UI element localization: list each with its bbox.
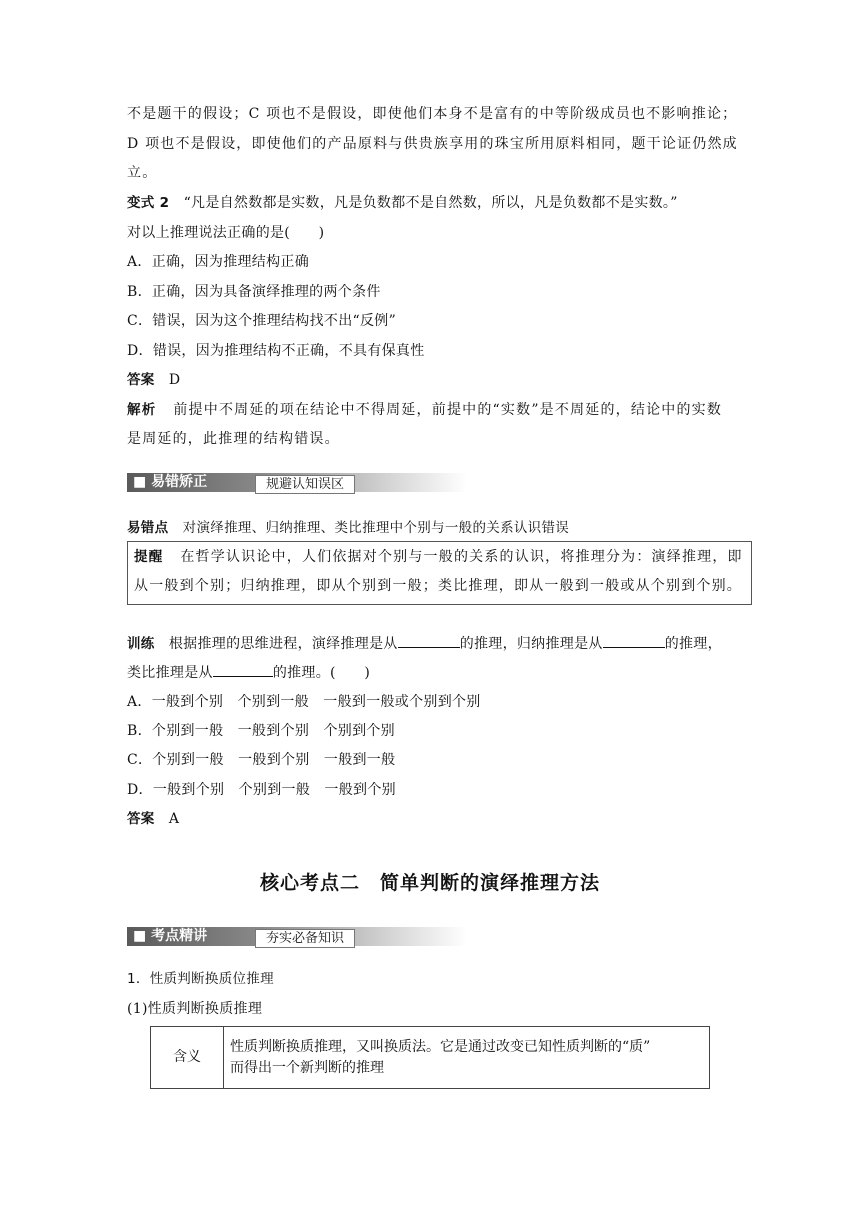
definition-head: 含义: [151, 1027, 224, 1089]
tip-label: 提醒: [134, 549, 164, 565]
intro-line-2: D 项也不是假设，即使他们的产品原料与供贵族享用的珠宝所用原料相同，题干论证仍然成: [127, 136, 738, 152]
banner-title: ■ 考点精讲: [133, 928, 208, 944]
training-answer-label: 答案: [127, 811, 155, 827]
definition-table: [150, 1026, 710, 1089]
fill-blank-2[interactable]: [603, 633, 665, 648]
banner-subtitle: 规避认知误区: [255, 475, 355, 494]
variant2-option-b: B．正确，因为具备演绎推理的两个条件: [127, 284, 381, 300]
training-answer-value: A: [168, 811, 180, 827]
table-row: [151, 1027, 710, 1089]
variant2-option-d: D．错误，因为推理结构不正确，不具有保真性: [127, 343, 425, 359]
tip-line-1: [134, 547, 743, 567]
banner-error-correction: [127, 462, 467, 494]
error-point-label: 易错点: [127, 520, 169, 536]
variant2-option-c: C．错误，因为这个推理结构找不出“反例”: [127, 313, 397, 329]
variant2-question-line-1: [127, 193, 678, 213]
intro-line-3: 立。: [127, 165, 158, 181]
banner-key-points: [127, 916, 467, 948]
answer-value: D: [168, 372, 181, 388]
error-point-text: 对演绎推理、归纳推理、类比推理中个别与一般的关系认识错误: [182, 520, 570, 536]
tip-line-2: 从一般到个别；归纳推理，即从个别到一般；类比推理，即从一般到一般或从个别到个别。: [134, 578, 742, 594]
point1-subtitle: (1)性质判断换质推理: [127, 1001, 263, 1017]
training-seg2: 的推理，归纳推理是从: [459, 636, 603, 652]
training-label: 训练: [127, 636, 155, 652]
training-option-a: A．一般到个别 个别到一般 一般到一般或个别到个别: [127, 694, 481, 710]
training-option-b: B．个别到一般 一般到个别 个别到个别: [127, 723, 395, 739]
definition-body: [224, 1027, 710, 1089]
training-answer: [127, 809, 179, 829]
definition-line-2: 而得出一个新判断的推理: [230, 1059, 384, 1076]
analysis-label: 解析: [127, 402, 157, 418]
training-seg4: 类比推理是从: [127, 665, 213, 681]
banner-subtitle: 夯实必备知识: [255, 929, 355, 948]
intro-line-1: 不是题干的假设；C 项也不是假设，即使他们本身不是富有的中等阶级成员也不影响推论；: [127, 106, 738, 122]
point1-title: [127, 969, 274, 989]
answer-label: 答案: [127, 372, 155, 388]
training-line-2: [127, 662, 370, 683]
variant2-option-a: A．正确，因为推理结构正确: [127, 254, 310, 270]
training-seg3: 的推理，: [664, 636, 722, 652]
variant2-analysis-line-1: [127, 400, 722, 420]
training-seg5: 的推理。( ): [272, 665, 371, 681]
variant2-question-text: “凡是自然数都是实数，凡是负数都不是自然数，所以，凡是负数都不是实数。”: [183, 195, 678, 211]
section-title: 核心考点二 简单判断的演绎推理方法: [259, 872, 600, 894]
variant2-question-line-2: 对以上推理说法正确的是( ): [127, 225, 325, 241]
fill-blank-3[interactable]: [213, 662, 273, 677]
variant2-answer: [127, 370, 180, 390]
training-line-1: [127, 633, 722, 654]
point1-title-text: 1．性质判断换质位推理: [127, 971, 274, 987]
fill-blank-1[interactable]: [398, 633, 460, 648]
definition-line-1: 性质判断换质推理，又叫换质法。它是通过改变已知性质判断的“质”: [230, 1038, 651, 1055]
variant2-analysis-line-2: 是周延的，此推理的结构错误。: [127, 431, 340, 447]
banner-title: ■ 易错矫正: [133, 474, 208, 490]
training-option-d: D．一般到个别 个别到一般 一般到个别: [127, 782, 396, 798]
variant2-label: 变式 2: [127, 195, 170, 211]
training-option-c: C．个别到一般 一般到个别 一般到一般: [127, 752, 396, 768]
analysis-text: 前提中不周延的项在结论中不得周延，前提中的“实数”是不周延的，结论中的实数: [173, 402, 723, 418]
tip-box: [127, 541, 752, 605]
training-seg1: 根据推理的思维进程，演绎推理是从: [168, 636, 398, 652]
error-point-line: [127, 518, 569, 538]
tip-text: 在哲学认识论中，人们依据对个别与一般的关系的认识，将推理分为：演绎推理，即: [180, 549, 743, 565]
